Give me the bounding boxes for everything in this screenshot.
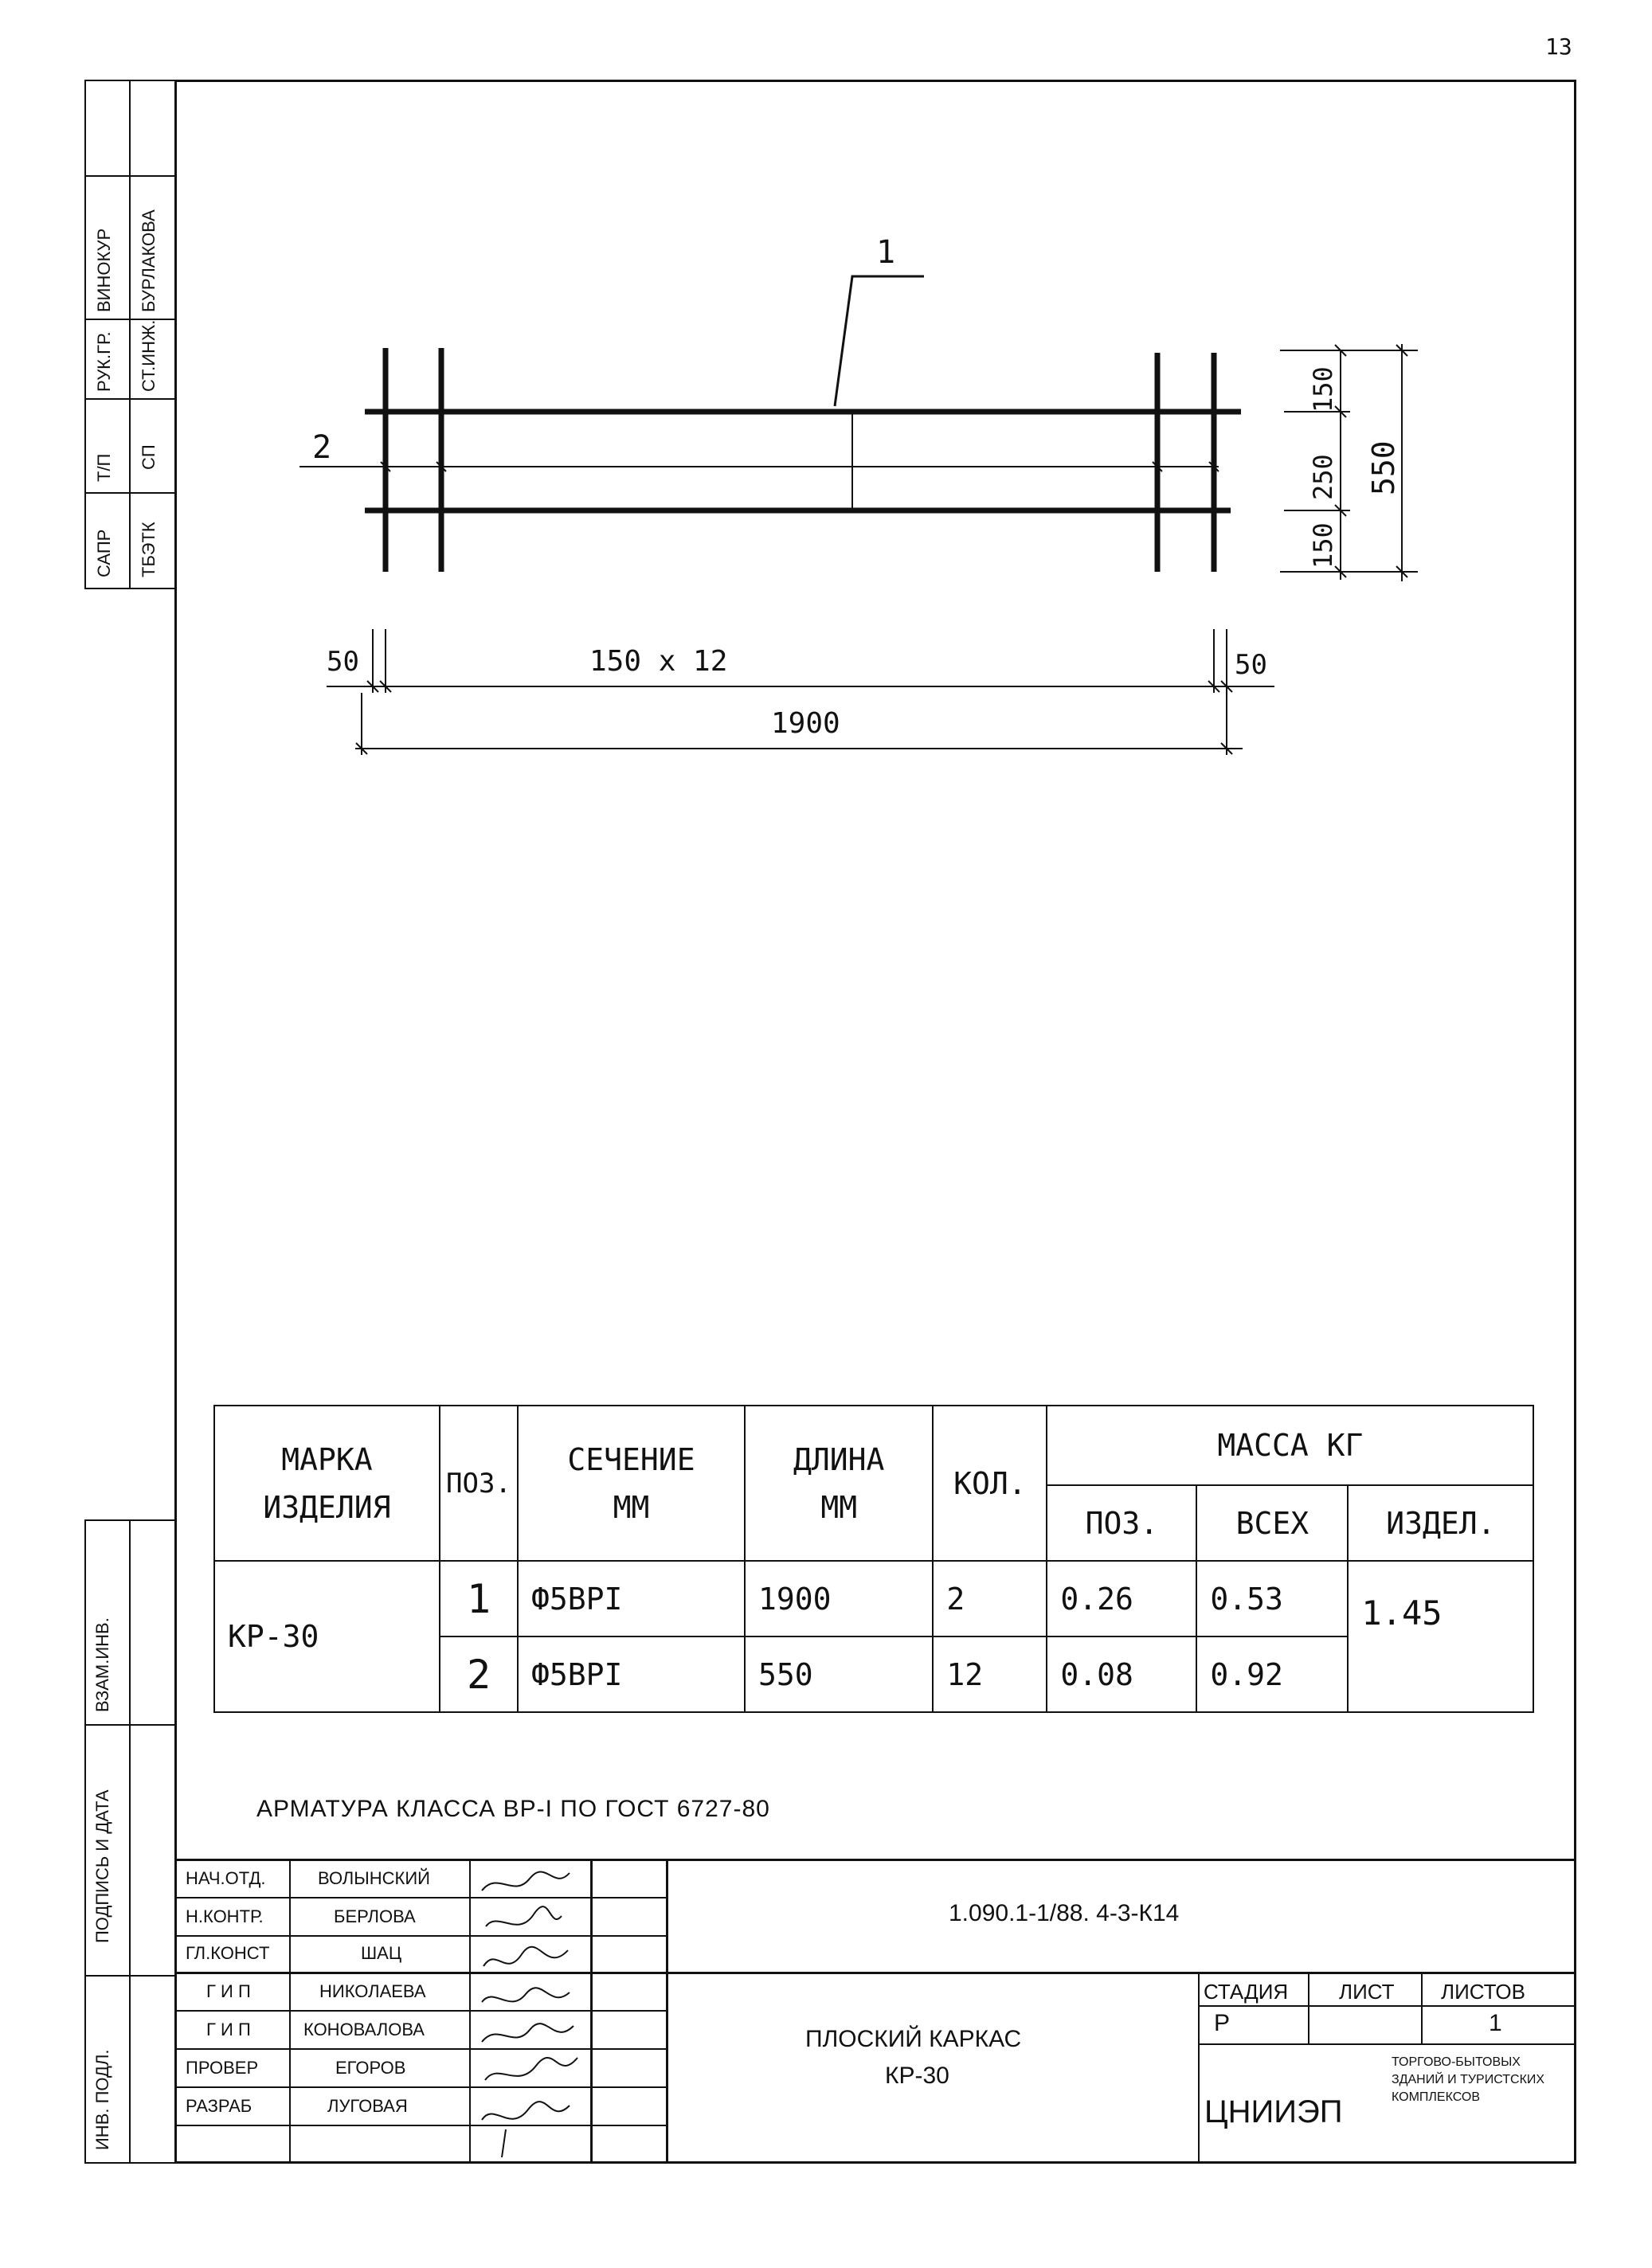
stamp-rukgr: РУК.ГР. [94, 331, 114, 392]
name-3: НИКОЛАЕВА [319, 1981, 426, 2001]
hdr-mark: МАРКА ИЗДЕЛИЯ [214, 1406, 440, 1561]
org-desc: ТОРГОВО-БЫТОВЫХ ЗДАНИЙ И ТУРИСТСКИХ КОМПЛЕКСОВ [1392, 2055, 1545, 2104]
role-1: Н.КОНТР. [186, 1906, 264, 1926]
name-2: ШАЦ [361, 1943, 402, 1963]
title-block [174, 1859, 1576, 2164]
hdr-section: СЕЧЕНИЕ ММ [518, 1406, 745, 1561]
row2-mass-pos: 0.08 [1047, 1636, 1196, 1712]
dim-150-top: 150 [1308, 366, 1338, 413]
sheet-label: ЛИСТ [1339, 1980, 1395, 2004]
row1-mass-all: 0.53 [1196, 1561, 1348, 1636]
hdr-qty: КОЛ. [933, 1406, 1047, 1561]
role-4: Г И П [206, 2020, 251, 2039]
stage-label: СТАДИЯ [1204, 1980, 1289, 2004]
dim-span: 150 x 12 [589, 645, 728, 678]
name-0: ВОЛЫНСКИЙ [318, 1868, 430, 1888]
role-3: Г И П [206, 1981, 251, 2001]
rebar-note: АРМАТУРА КЛАССА ВР-I ПО ГОСТ 6727-80 [256, 1796, 770, 1822]
row2-pos: 2 [440, 1636, 518, 1712]
dim-50-right: 50 [1235, 649, 1267, 681]
row2-mass-all: 0.92 [1196, 1636, 1348, 1712]
stamp-vinokur: ВИНОКУР [94, 228, 114, 312]
row1-mass-pos: 0.26 [1047, 1561, 1196, 1636]
role-0: НАЧ.ОТД. [186, 1868, 266, 1888]
role-6: РАЗРАБ [186, 2096, 252, 2116]
sheets-label: ЛИСТОВ [1441, 1980, 1525, 2004]
hdr-mass-item: ИЗДЕЛ. [1348, 1485, 1533, 1561]
dim-1900: 1900 [771, 707, 840, 740]
name-6: ЛУГОВАЯ [327, 2096, 408, 2116]
row1-pos: 1 [440, 1561, 518, 1636]
sheets-value: 1 [1489, 2010, 1502, 2036]
role-2: ГЛ.КОНСТ [186, 1943, 270, 1963]
title-line1: ПЛОСКИЙ КАРКАС [805, 2026, 1022, 2052]
name-5: ЕГОРОВ [335, 2058, 406, 2078]
hdr-pos: ПОЗ. [440, 1406, 518, 1561]
hdr-mass-all: ВСЕХ [1196, 1485, 1348, 1561]
dim-250: 250 [1308, 454, 1338, 500]
row2-length: 550 [745, 1636, 933, 1712]
stamp-inv-podl: ИНВ. ПОДЛ. [92, 2049, 112, 2150]
row2-qty: 12 [933, 1636, 1047, 1712]
hdr-mass-pos: ПОЗ. [1047, 1485, 1196, 1561]
row2-section: Ф5ВРI [518, 1636, 745, 1712]
signatures [474, 1867, 593, 2169]
stamp-sp: СП [139, 444, 159, 470]
hdr-length: ДЛИНА ММ [745, 1406, 933, 1561]
callout-2: 2 [312, 429, 332, 466]
stamp-tp: Т/П [94, 453, 114, 482]
dim-150-bottom: 150 [1308, 522, 1338, 569]
stage-value: Р [1214, 2010, 1231, 2036]
stamp-vzam-inv: ВЗАМ.ИНВ. [92, 1617, 112, 1712]
callout-1: 1 [876, 234, 896, 271]
row1-section: Ф5ВРI [518, 1561, 745, 1636]
mark-value: КР-30 [214, 1561, 440, 1712]
name-4: КОНОВАЛОВА [303, 2020, 425, 2039]
stamp-tbetk: ТБЭТК [139, 522, 159, 577]
title-line2: КР-30 [885, 2063, 949, 2089]
stamp-stinzh: СТ.ИНЖ. [139, 319, 159, 392]
row1-qty: 2 [933, 1561, 1047, 1636]
name-1: БЕРЛОВА [334, 1906, 416, 1926]
dim-550: 550 [1366, 440, 1401, 495]
stamp-podpis-data: ПОДПИСЬ И ДАТА [92, 1789, 112, 1943]
doc-code: 1.090.1-1/88. 4-3-К14 [949, 1900, 1180, 1926]
spec-table [213, 1405, 1534, 1713]
org-name: ЦНИИЭП [1204, 2094, 1343, 2129]
item-mass: 1.45 [1348, 1561, 1533, 1712]
cage-drawing [0, 0, 1652, 796]
dim-50-left: 50 [327, 646, 359, 678]
role-5: ПРОВЕР [186, 2058, 259, 2078]
row1-length: 1900 [745, 1561, 933, 1636]
page-number: 13 [1545, 33, 1572, 60]
hdr-mass: МАССА КГ [1047, 1406, 1533, 1485]
stamp-sapr: САПР [94, 529, 114, 577]
stamp-burlakova: БУРЛАКОВА [139, 209, 159, 312]
